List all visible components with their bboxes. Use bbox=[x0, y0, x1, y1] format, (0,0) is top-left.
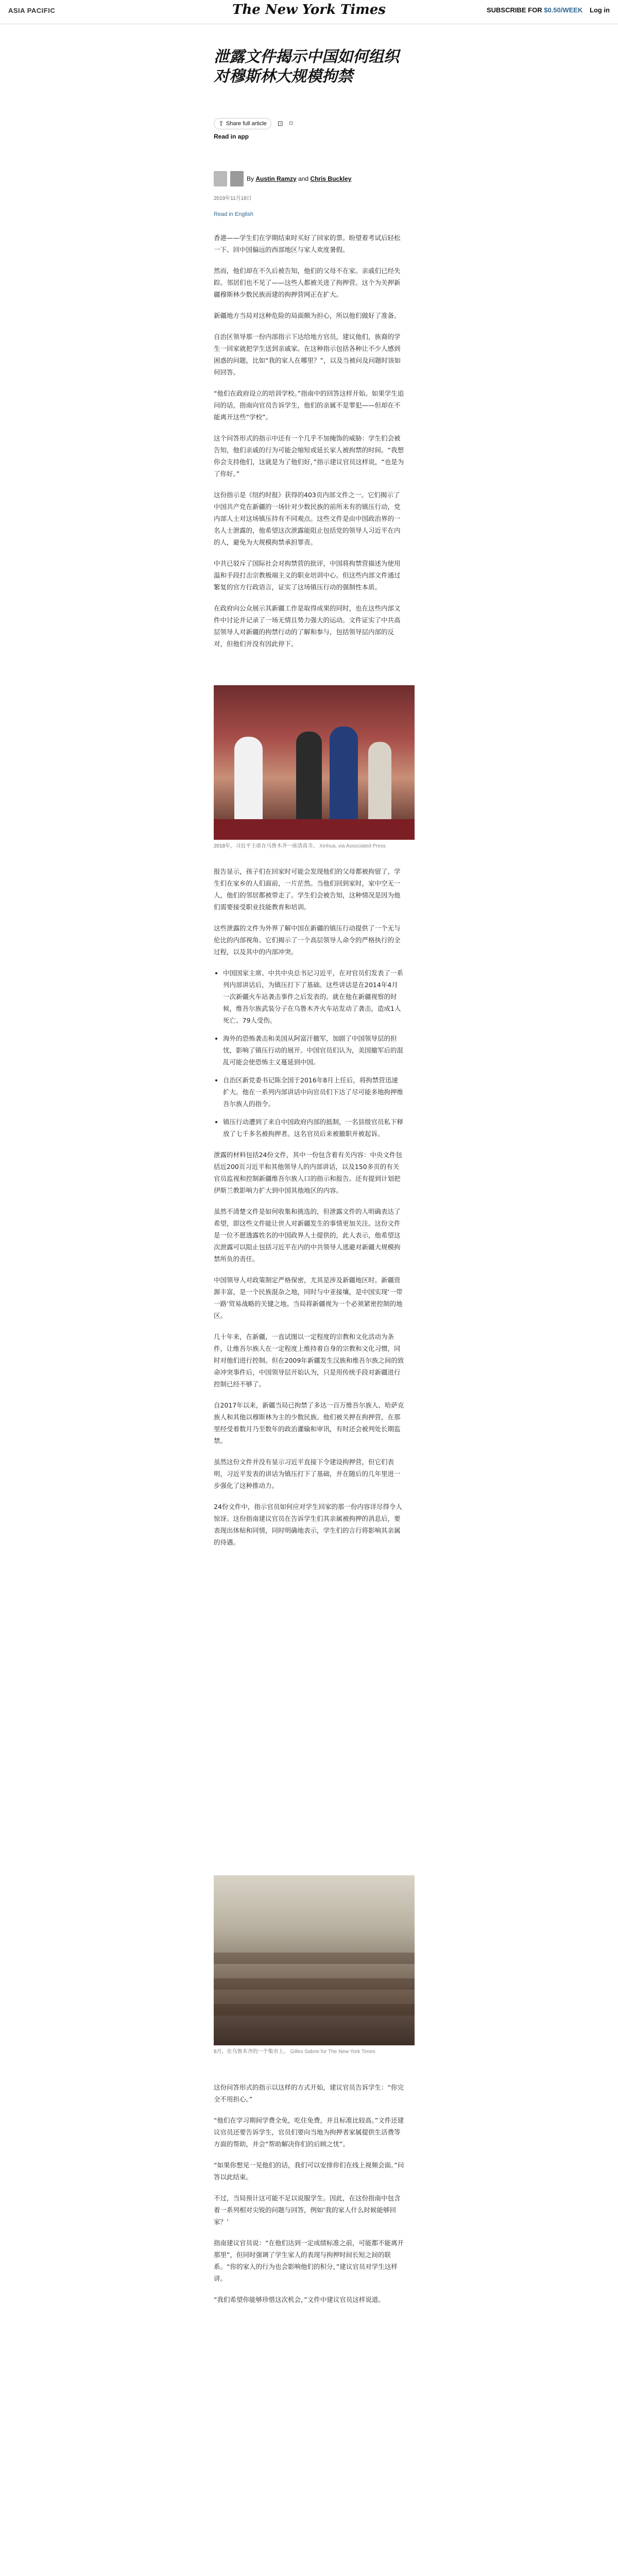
paragraph: 几十年来，在新疆，一直试图以一定程度的宗教和文化活动为条件，让维吾尔族人在一定程度上维持着自身的宗教和文化习惯，同时对他们进行控制。但在2009年新疆发生汉族和维吾尔族之间的致命冲突事件后，中国领导层开始认为，只是用传统手段对新疆进行控制已经不够了。 bbox=[214, 1333, 404, 1388]
paragraph: 泄露的材料包括24份文件，其中一份包含着有关内容：中央文件包括近200页习近平和其他领导人的内部讲话，以及150多页的有关官员监视和控制新疆维吾尔族人口的指示和报告。还有提到计划把伊斯兰教影响力扩大到中国其他地区的内容。 bbox=[214, 1151, 402, 1194]
paragraph: 在政府向公众展示其新疆工作是取得成果的同时，也在这些内部文件中讨论并记录了一场无情且势力强大的运动。文件证实了中共高层领导人对新疆的拘禁行动的了解和参与，包括领导层内部的反对，但他们并没有因此停下。 bbox=[214, 604, 401, 648]
bookmark-icon[interactable]: ⌑ bbox=[289, 120, 293, 127]
paragraph: 24份文件中，指示官员如何应对学生回家的那一份内容详尽得令人惊讶。这份指南建议官员在告诉学生们其亲属被拘押的消息后，要表现出体贴和同情，同时明确地表示，学生们的言行将影响其亲属的待遇。 bbox=[214, 1503, 402, 1546]
paragraph: 这份问答形式的指示以这样的方式开始，建议官员告诉学生：“你完全不用担心。” bbox=[214, 2083, 404, 2103]
bullet-list bbox=[214, 967, 404, 1140]
paragraph: 然而，他们却在不久后被告知，他们的父母不在家。亲戚们已经失踪。邻居们也不见了——这些人都被关进了拘押营。这个为关押新疆穆斯林少数民族而建的拘押营网正在扩大。 bbox=[214, 267, 401, 298]
read-in-app-link[interactable]: Read in app bbox=[214, 133, 249, 140]
byline-and: and bbox=[296, 175, 311, 182]
paragraph: 香港——学生们在学期结束时买好了回家的票。盼望着考试后轻松一下、回中国偏远的西部地区与家人欢度暑假。 bbox=[214, 234, 401, 253]
caption-text: 2018年，习近平主席在乌鲁木齐一座清真寺。 bbox=[214, 843, 318, 849]
paragraph: 自治区领导那一份内部指示下达给地方官员，建议他们，族裔的学生一回家就把学生送到亲戚家。在这种指示包括各种让不少人感到困惑的问题，比如“我的家人在哪里？”，以及当被问及问题时该如何回答。 bbox=[214, 333, 401, 376]
byline-text bbox=[247, 175, 351, 182]
caption-credit: Xinhua, via Associated Press bbox=[319, 843, 386, 849]
author-avatar-2 bbox=[230, 171, 244, 187]
paragraph: 中共已驳斥了国际社会对拘禁营的批评，中国将拘禁营描述为使用温和手段打击宗教极端主义的职业培训中心。但这些内部文件通过繁复的官方行政语言，证实了这场镇压行动的强制性本质。 bbox=[214, 560, 401, 591]
paragraph: 虽然不清楚文件是如何收集和挑选的，但泄露文件的人明确表达了希望，即这些文件能让世人对新疆发生的事情更加关注。这份文件是一位不愿透露姓名的中国政界人士提供的，此人表示，他希望这次泄露可以阻止包括习近平在内的中共领导人逃避对新疆大规模拘禁所负的责任。 bbox=[214, 1208, 401, 1263]
paragraph: “他们在学习期间学费全免，吃住免费，并且标准比较高。”文件还建议官员还要告诉学生，官员们要向当地为拘押者家属提供生活费等方面的帮助，并会“帮助解决你们的后顾之忧”。 bbox=[214, 2116, 404, 2148]
paragraph: 新疆地方当局对这种危险的局面颇为担心，所以他们做好了准备。 bbox=[214, 312, 401, 319]
article-headline: 泄露文件揭示中国如何组织对穆斯林大规模拘禁 bbox=[214, 48, 399, 86]
paragraph: 报告显示，孩子们在回家时可能会发现他们的父母都被拘留了，学生们在家乡的人们面前，一片茫然。当他们回到家时，家中空无一人，他们的邻居都被带走了。学生们会被告知，这种情况是因为他们需要接受职业技能教育和培训。 bbox=[214, 868, 401, 911]
article-body-4 bbox=[214, 2081, 404, 2315]
article-tools bbox=[214, 117, 404, 130]
bullet-item: • 自治区新党委书记陈全国于2016年8月上任后，将拘禁营迅速扩大。他在一系列内部讲话中向官员们下达了尽可能多地拘押维吾尔族人的指令。 bbox=[223, 1074, 404, 1110]
figure-1-caption bbox=[214, 843, 415, 850]
publish-date: 2019年11月18日 bbox=[214, 196, 252, 201]
article-body-2 bbox=[214, 866, 404, 1557]
paragraph: “如果你想见一见他们的话，我们可以安排你们在线上视频会面。”问答以此结束。 bbox=[214, 2161, 404, 2181]
section-label[interactable]: ASIA PACIFIC bbox=[8, 7, 56, 14]
caption-credit: Gilles Sabrie for The New York Times bbox=[290, 2049, 375, 2055]
figure-2-caption bbox=[214, 2048, 415, 2056]
author-avatar-1 bbox=[214, 171, 227, 187]
figure-2 bbox=[214, 1875, 415, 2056]
paragraph: 虽然这份文件并没有显示习近平直接下令建设拘押营，但它们表明，习近平发表的讲话为镇压打下了基础，并在随后的几年里进一步强化了这种推动力。 bbox=[214, 1458, 401, 1489]
paragraph: 这份指示是《纽约时报》获得的403页内部文件之一。它们揭示了中国共产党在新疆的一场针对少数民族的前所未有的镇压行动，党内部人士对这场镇压持有不同观点。这些文件是由中国政治界的一名人士泄露的，他希望这次泄露能阻止包括党的领导人习近平在内的人，避免为大规模拘禁承担罪责。 bbox=[214, 491, 401, 546]
gift-icon[interactable]: ⊡ bbox=[277, 120, 283, 127]
byline-prefix: By bbox=[247, 175, 256, 182]
bullet-item: • 海外的恐怖袭击和美国从阿富汗撤军，加剧了中国领导层的担忧，影响了镇压行动的展开。中国官员们认为，美国撤军后的混乱可能会使恐怖主义蔓延到中国。 bbox=[223, 1032, 404, 1068]
subscribe-label[interactable]: SUBSCRIBE FOR bbox=[486, 6, 544, 14]
mosque-photo bbox=[214, 685, 415, 840]
author-link-1[interactable]: Austin Ramzy bbox=[255, 175, 297, 182]
paragraph: 中国领导人对政策制定严格保密，尤其是涉及新疆地区时。新疆资源丰富，是一个民族混杂之地，同时与中亚接壤，是中国实现‘一带一路’贸易战略的关键之地。当局将新疆视为一个必须紧密控制的地区。 bbox=[214, 1276, 403, 1319]
paragraph: “我们希望你能够珍惜这次机会，”文件中建议官员这样说道。 bbox=[214, 2296, 385, 2303]
paragraph: 指南建议官员说：“在他们达到一定成绩标准之前，可能都不能离开那里”，但同时强调了学生家人的表现与拘押时间长短之间的联系。“你的家人的行为也会影响他们的积分，”建议官员对学生这样讲。 bbox=[214, 2239, 404, 2282]
article-body-1 bbox=[214, 232, 404, 659]
bullet-item: • 中国国家主席、中共中央总书记习近平，在对官员们发表了一系列内部讲话后，为镇压打下了基础。这些讲话是在2014年4月一次新疆火车站袭击事件之后发表的。就在他在新疆视察的时候，维吾尔族武装分子在乌鲁木齐火车站发动了袭击，造成1人死亡、79人受伤。 bbox=[223, 967, 404, 1026]
figure-1 bbox=[214, 685, 415, 850]
author-link-2[interactable]: Chris Buckley bbox=[310, 175, 352, 182]
login-link[interactable]: Log in bbox=[590, 6, 610, 14]
top-bar bbox=[0, 0, 618, 24]
paragraph: 这个问答形式的指示中还有一个几乎不加掩饰的威胁：学生们会被告知，他们亲戚的行为可能会缩短或延长家人被拘禁的时间。“我想你会支持他们，这就是为了他们好，”指示建议官员这样说，“也是为了你好。” bbox=[214, 434, 404, 478]
nyt-logo[interactable]: The New York Times bbox=[232, 2, 386, 18]
subscribe-price[interactable]: $0.50/WEEK bbox=[544, 6, 583, 14]
paragraph: 这些泄露的文件为外界了解中国在新疆的镇压行动提供了一个无与伦比的内部视角。它们揭示了一个高层领导人命令的严格执行的全过程，以及其中的内部冲突。 bbox=[214, 924, 401, 956]
share-icon: ⇪ bbox=[218, 120, 224, 127]
share-button[interactable] bbox=[214, 118, 271, 129]
caption-text: 6月，在乌鲁木齐的一个集市上。 bbox=[214, 2049, 289, 2055]
byline bbox=[214, 170, 404, 188]
bullet-item: • 镇压行动遭到了来自中国政府内部的抵制，一名县级官员私下释放了七千多名被拘押者。这名官员后来被撤职并被起诉。 bbox=[223, 1116, 404, 1140]
paragraph: “他们在政府设立的培训学校。”指南中的回答这样开始。如果学生追问的话，指南向官员告诉学生，他们的亲属不是罪犯——但却在不能离开这些“学校”。 bbox=[214, 389, 404, 421]
market-photo bbox=[214, 1875, 415, 2045]
subscribe-link[interactable] bbox=[487, 6, 610, 14]
paragraph: 自2017年以来，新疆当局已拘禁了多达一百万维吾尔族人、哈萨克族人和其他以穆斯林为主的少数民族。他们被关押在拘押营，在那里经受着数月乃至数年的政治灌输和审讯，有时还会被判处长期监禁。 bbox=[214, 1401, 404, 1445]
share-label: Share full article bbox=[226, 121, 267, 127]
paragraph: 不过，当局预计这可能不足以说服学生。因此，在这份指南中包含着一系列相对尖锐的问题与回答，例如‘我的家人什么时候能够回家？’ bbox=[214, 2194, 401, 2226]
read-in-english-link[interactable]: Read in English bbox=[214, 211, 254, 217]
